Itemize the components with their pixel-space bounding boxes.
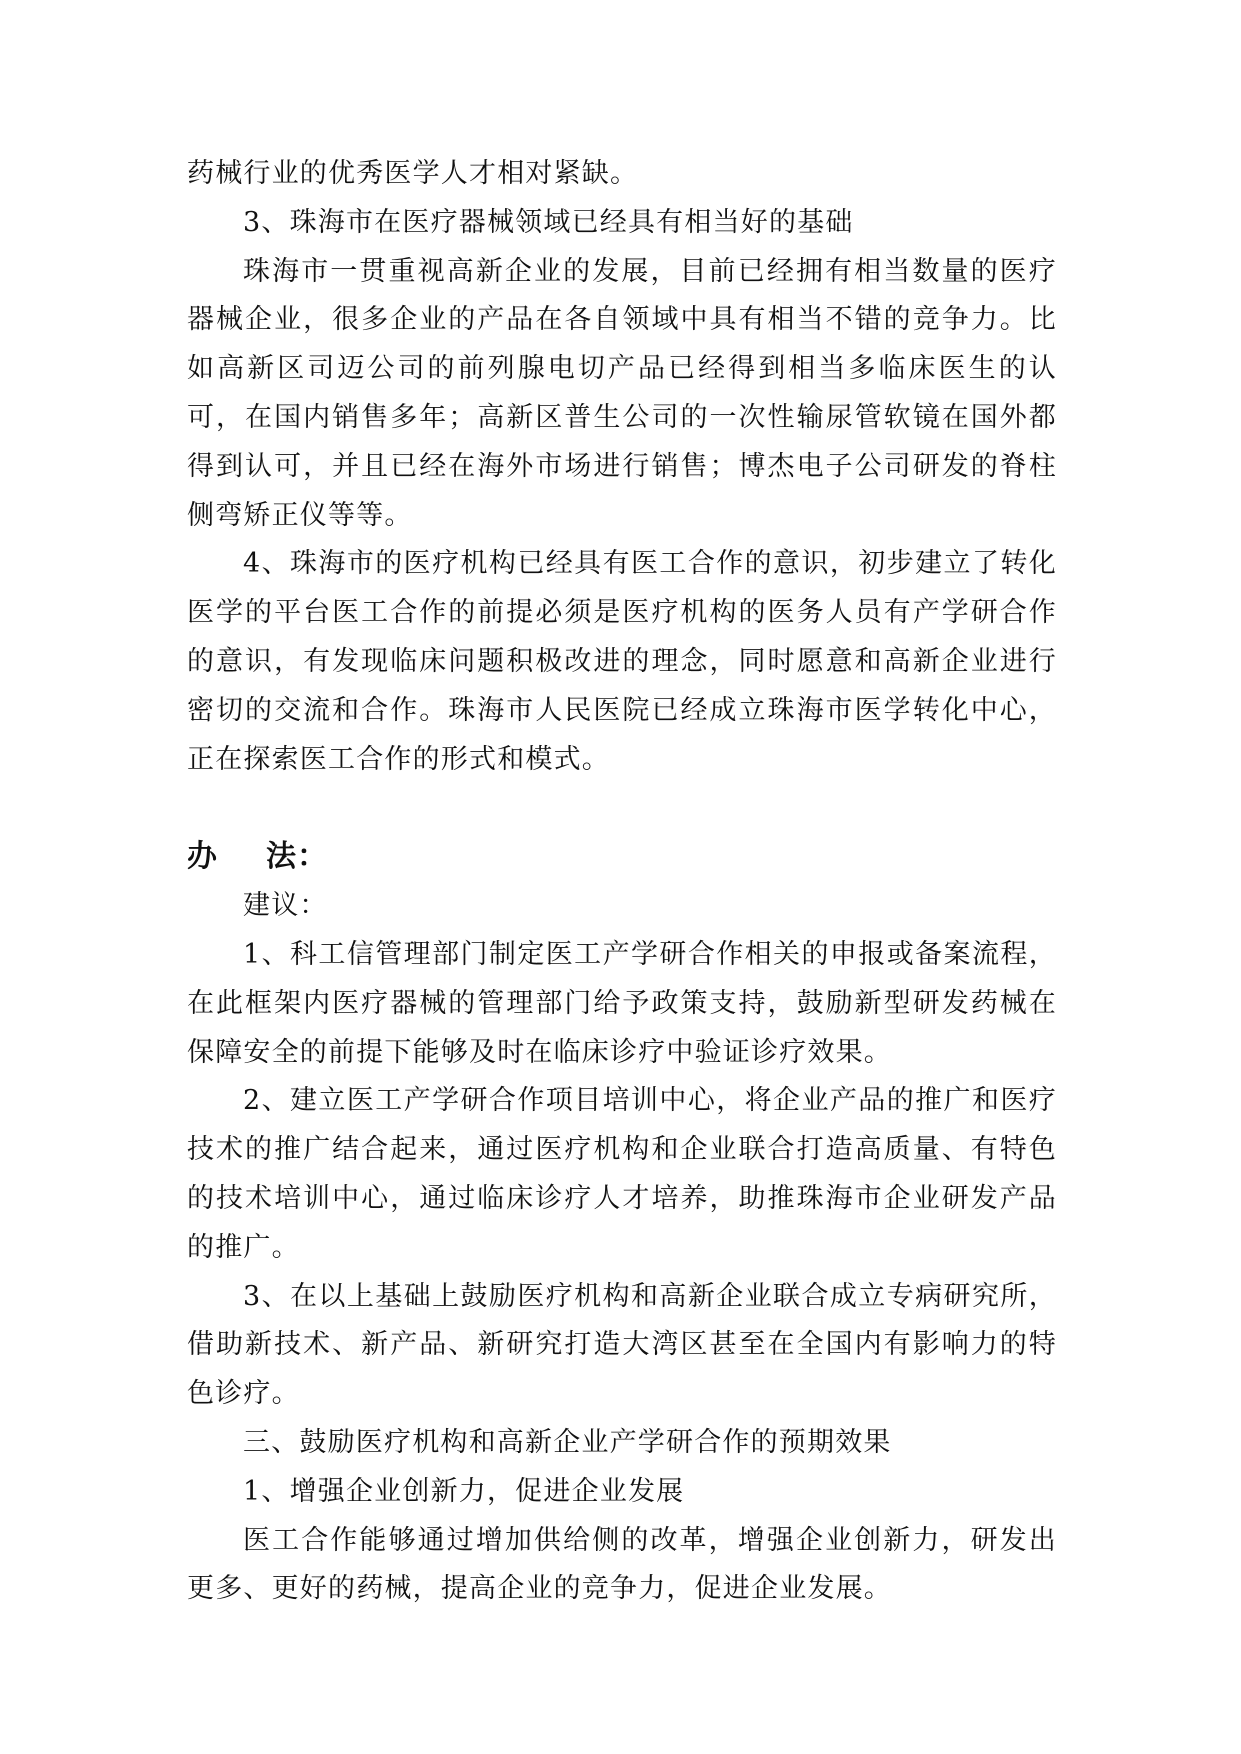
paragraph-foundation-body: 珠海市一贯重视高新企业的发展，目前已经拥有相当数量的医疗器械企业，很多企业的产品在各自领域中具有相当不错的竞争力。比如高新区司迈公司的前列腺电切产品已经得到相当多临床医生的认可，在国内销售多年；高新区普生公司的一次性输尿管软镜在国外都得到认可，并且已经在海外市场进行销售；博杰电子公司研发的脊柱侧弯矫正仪等等。 xyxy=(187,255,1057,531)
section-heading-methods xyxy=(187,833,1057,882)
paragraph-suggestion-3: 3、在以上基础上鼓励医疗机构和高新企业联合成立专病研究所，借助新技术、新产品、新研究打造大湾区甚至在全国内有影响力的特色诊疗。 xyxy=(187,1280,1057,1410)
paragraph-foundation-title: 3、珠海市在医疗器械领域已经具有相当好的基础 xyxy=(243,206,854,238)
paragraph-suggestion-1: 1、科工信管理部门制定医工产学研合作相关的申报或备案流程，在此框架内医疗器械的管理部门给予政策支持，鼓励新型研发药械在保障安全的前提下能够及时在临床诊疗中验证诊疗效果。 xyxy=(187,938,1057,1068)
paragraph-expected-effects-title: 三、鼓励医疗机构和高新企业产学研合作的预期效果 xyxy=(243,1426,892,1458)
paragraph-suggestion-2: 2、建立医工产学研合作项目培训中心，将企业产品的推广和医疗技术的推广结合起来，通过医疗机构和企业联合打造高质量、有特色的技术培训中心，通过临床诊疗人才培养，助推珠海市企业研发产品的推广。 xyxy=(187,1085,1057,1263)
paragraph-effect-1-body: 医工合作能够通过增加供给侧的改革，增强企业创新力，研发出更多、更好的药械，提高企业的竞争力，促进企业发展。 xyxy=(187,1524,1057,1605)
heading-second-chars: 法： xyxy=(266,839,328,875)
document-body xyxy=(187,150,1057,1614)
paragraph-medical-institutions: 4、珠海市的医疗机构已经具有医工合作的意识，初步建立了转化医学的平台医工合作的前提必须是医疗机构的医务人员有产学研合作的意识，有发现临床问题积极改进的理念，同时愿意和高新企业进行密切的交流和合作。珠海市人民医院已经成立珠海市医学转化中心，正在探索医工合作的形式和模式。 xyxy=(187,548,1057,775)
paragraph-suggestion-label: 建议： xyxy=(243,890,328,922)
paragraph-effect-1-title: 1、增强企业创新力，促进企业发展 xyxy=(243,1475,685,1507)
paragraph-talent-shortage: 药械行业的优秀医学人才相对紧缺。 xyxy=(187,158,639,189)
heading-first-char: 办 xyxy=(187,839,218,875)
